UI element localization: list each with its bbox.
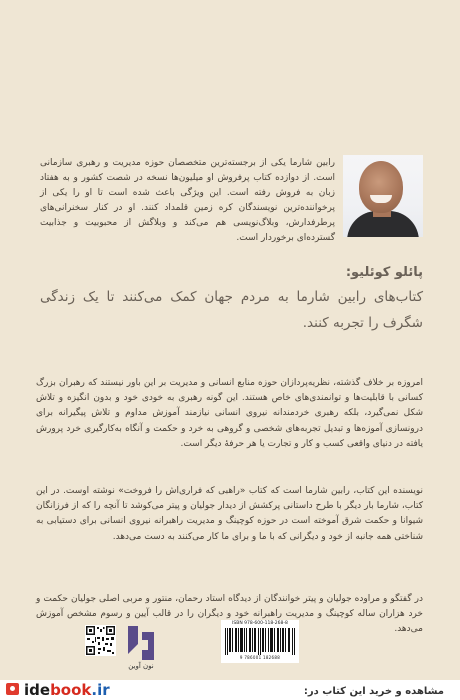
logo-book: book (50, 681, 92, 699)
author-bio: رابین شارما یکی از برجسته‌ترین متخصصان حوزه مدیریت و رهبری سازمانی است. از دوازده کتاب پرفروش او میلیون‌ها نسخه در شصت کشور و به هفتاد زبان به فروش رفته است. این ویژگی باعث شده است تا او را یکی از پرخواننده‌ترین نویسندگان کره زمین قلمداد کنند. او در کنار سخنرانی‌های پرطرفدارش، وبلاگ‌نویسی هم می‌کند و وبلاگش از محبوبیت و جذابیت گسترده‌ای برخوردار است. (40, 158, 335, 243)
isbn-label: ISBN 978-600-118-268-8 (232, 621, 288, 626)
endorsement-author: پائلو کوئلیو: (345, 265, 423, 280)
logo-ide: ide (24, 681, 51, 699)
publisher-logo-icon (124, 624, 158, 662)
body-paragraph-2: نویسنده این کتاب، رابین شارما است که کتاب «راهبی که فراری‌اش را فروخت» نوشته اوست. در این کتاب، شارما بار دیگر با طرح داستانی پرکشش از دیدار جولیان و پیتر می‌کوشد تا آنچه را که از فرزانگان شیوانا و حکمت شرق آموخته است در حوزه کوچینگ و مدیریت راهبرانه نیروی انسانی برای دستیابی به شناختی همه جانبه از خود و دیگرانی که با ما و برای ما کار می‌کنند به دست می‌دهد. (36, 486, 423, 542)
qr-code[interactable] (85, 625, 116, 656)
author-head (359, 161, 403, 213)
barcode-bars-icon (225, 628, 295, 655)
barcode (221, 620, 299, 663)
author-photo (343, 155, 423, 237)
endorsement-quote: کتاب‌های رابین شارما به مردم جهان کمک می‌کنند تا یک زندگی شگرف را تجربه کنند. (40, 289, 423, 331)
idebook-logo[interactable] (24, 681, 110, 699)
barcode-digits: 9 786001 182688 (239, 655, 281, 660)
publisher-name: نون آوین (128, 662, 154, 670)
body-paragraph-3: در گفتگو و مراوده جولیان و پیتر خوانندگان از دیدگاه استاد رحمان، منتور و مربی اصلی جولیان حکمت و خرد هزاران ساله کوچینگ و مدیریت راهبرانه خود و دیگران را در قالب آیین و رسوم مشخص آموزش می‌دهد. (36, 594, 423, 635)
body-paragraph-1: امروزه بر خلاف گذشته، نظریه‌پردازان حوزه منابع انسانی و مدیریت بر این باور نیستند که رهبران بزرگ کسانی با قابلیت‌ها و توانمندی‌های خاص هستند. این گونه رهبری به خودی خود و بدون انگیزه و تلاش شکل نمی‌گیرد، بلکه رهبری خردمندانه نیروی انسانی نیازمند آموزش مداوم و تلاش پیگیرانه برای درونسازی آموزه‌ها و تبدیل تجربه‌های شخصی و گروهی به خرد و حکمت و آنگاه به‌کارگیری خرد پرورش یافته در دنیای واقعی کسب و کار و تجارت یا هر حرفهٔ دیگر است. (36, 378, 423, 449)
logo-ir: .ir (91, 681, 110, 699)
footer-text: مشاهده و خرید این کتاب در: (303, 686, 444, 697)
camera-icon (6, 683, 19, 695)
